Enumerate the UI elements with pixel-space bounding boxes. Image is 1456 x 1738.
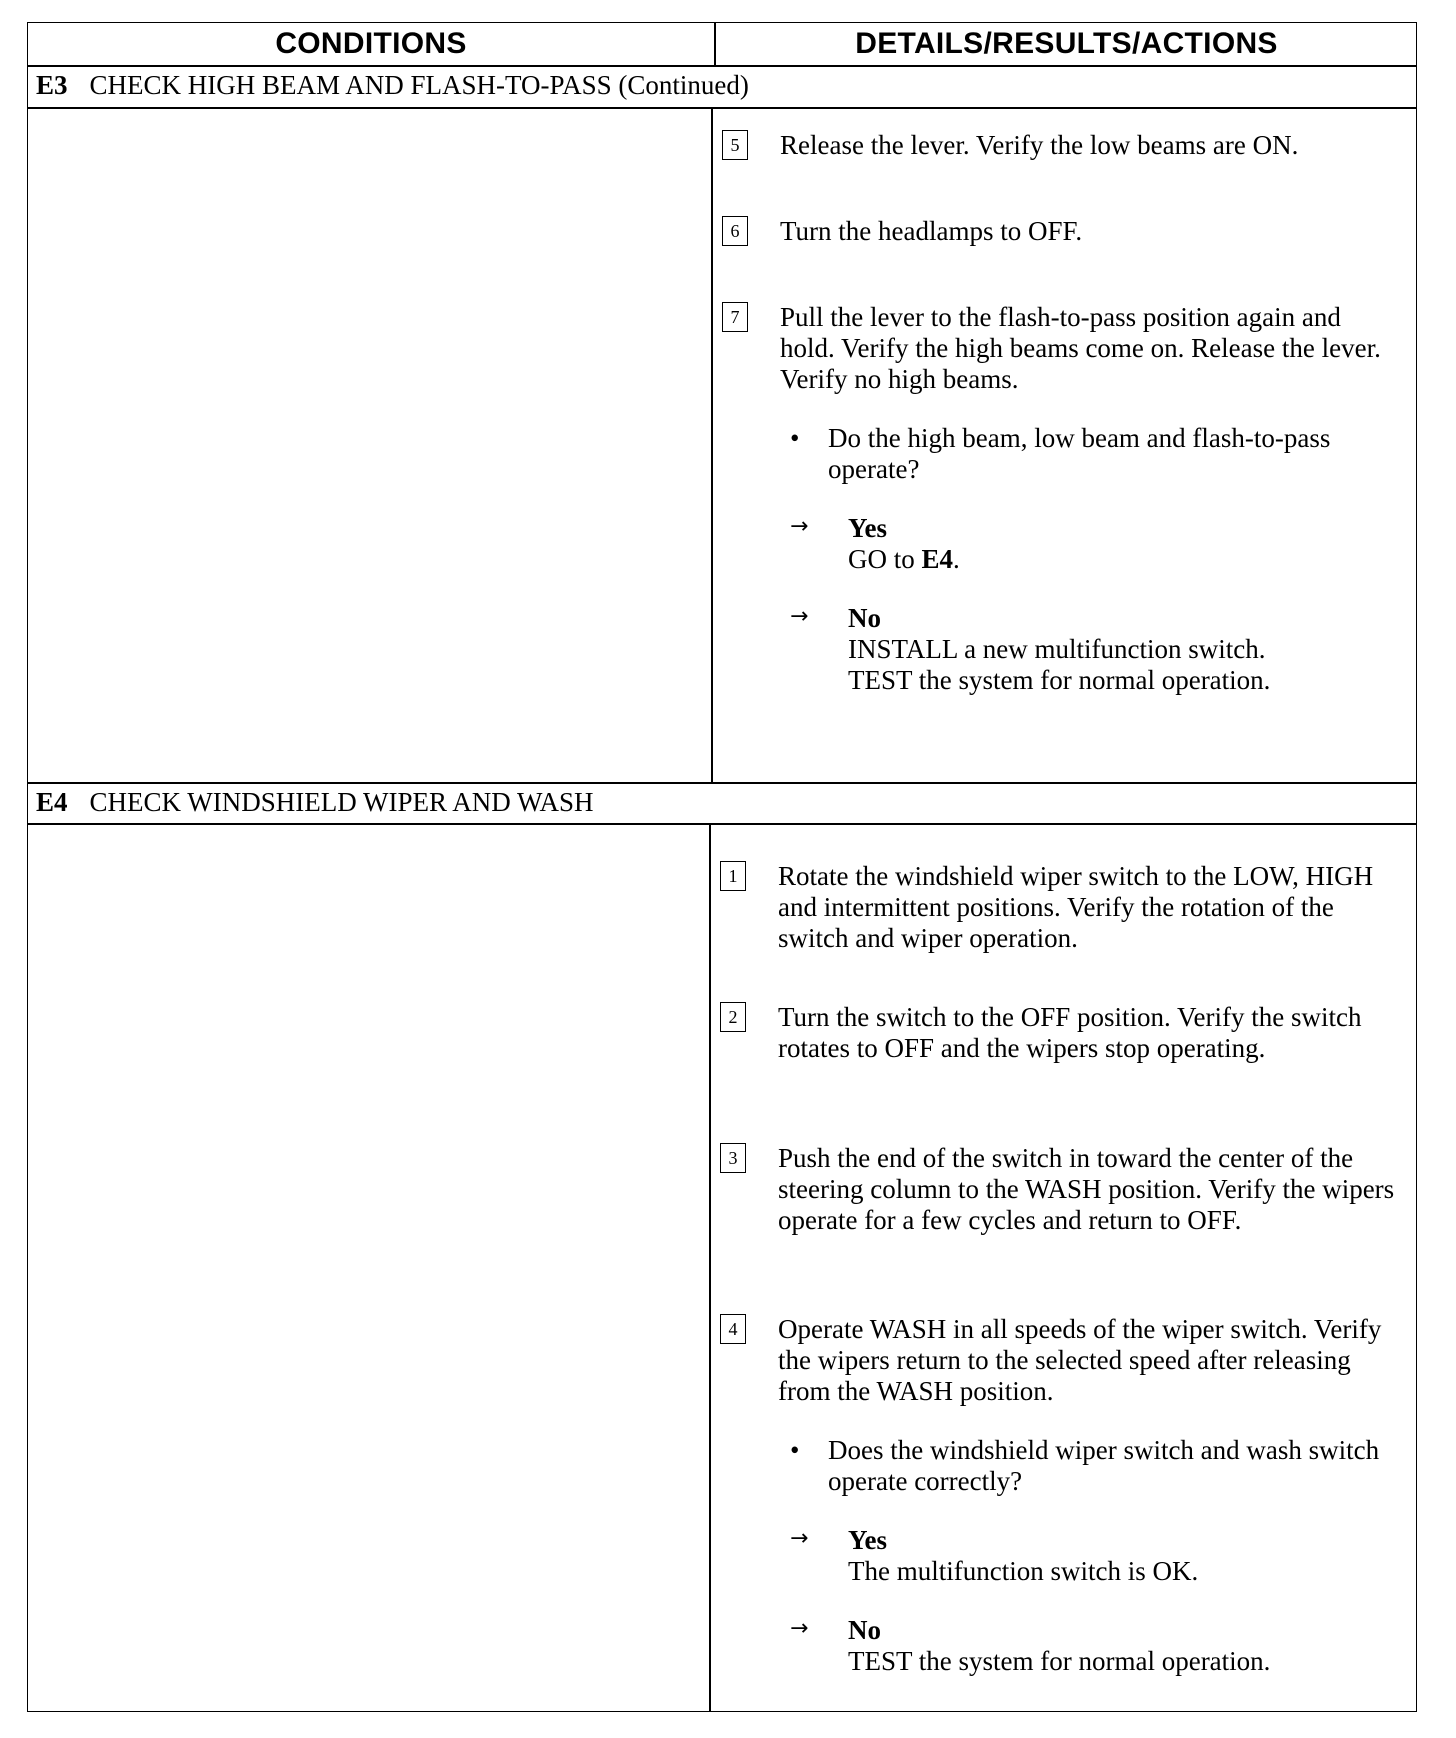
yes-label: Yes — [848, 1525, 887, 1555]
yes-label: Yes — [848, 513, 887, 543]
e3-column-divider — [711, 108, 713, 782]
step-text: Rotate the windshield wiper switch to the LOW, HIGH and intermittent positions. Verify the rotation of the switch and wiper operation. — [778, 861, 1374, 953]
diagnostic-table — [27, 22, 1417, 1712]
e3-title-rule — [28, 107, 1416, 109]
yes-action: The multifunction switch is OK. — [848, 1556, 1199, 1586]
step-text: Turn the switch to the OFF position. Verify the switch rotates to OFF and the wipers stop operating. — [778, 1002, 1362, 1063]
step-text: Pull the lever to the flash-to-pass position again and hold. Verify the high beams come on. Release the lever. Verify no high beams. — [780, 302, 1381, 394]
step-number-box: 2 — [720, 1002, 746, 1032]
e3-section-title — [36, 70, 749, 101]
right-arrow-icon: → — [790, 514, 809, 539]
e4-reference: E4 — [921, 544, 954, 574]
step-number-box: 5 — [722, 130, 748, 160]
step-number-box: 1 — [720, 861, 746, 891]
step-number-box: 7 — [722, 302, 748, 332]
step-text: Release the lever. Verify the low beams are ON. — [780, 130, 1299, 160]
no-action: INSTALL a new multifunction switch. TEST the system for normal operation. — [848, 634, 1271, 695]
details-header: DETAILS/RESULTS/ACTIONS — [855, 27, 1278, 60]
header-rule — [28, 65, 1416, 67]
e4-title: CHECK WINDSHIELD WIPER AND WASH — [89, 787, 594, 817]
step-text: Operate WASH in all speeds of the wiper switch. Verify the wipers return to the selected speed after releasing from the WASH position. — [778, 1314, 1382, 1406]
e4-code: E4 — [36, 787, 68, 817]
no-action: TEST the system for normal operation. — [848, 1646, 1271, 1676]
bullet-icon: • — [790, 423, 800, 453]
e4-column-divider — [709, 824, 711, 1712]
step-number-box: 6 — [722, 216, 748, 246]
e3-title: CHECK HIGH BEAM AND FLASH-TO-PASS (Continued) — [89, 70, 749, 100]
header-divider — [714, 23, 716, 66]
e4-section-title — [36, 787, 594, 818]
question-text: Does the windshield wiper switch and wash switch operate correctly? — [828, 1435, 1380, 1496]
e4-title-rule — [28, 823, 1416, 825]
question-text: Do the high beam, low beam and flash-to-pass operate? — [828, 423, 1331, 484]
conditions-header: CONDITIONS — [275, 27, 467, 60]
right-arrow-icon: → — [790, 1526, 809, 1551]
e3-end-rule — [28, 782, 1416, 784]
right-arrow-icon: → — [790, 604, 809, 629]
step-number-box: 3 — [720, 1143, 746, 1173]
step-text: Push the end of the switch in toward the center of the steering column to the WASH position. Verify the wipers operate for a few cycles and return to OFF. — [778, 1143, 1395, 1235]
step-number-box: 4 — [720, 1314, 746, 1344]
right-arrow-icon: → — [790, 1616, 809, 1641]
e3-code: E3 — [36, 70, 68, 100]
no-label: No — [848, 1615, 881, 1645]
step-text: Turn the headlamps to OFF. — [780, 216, 1083, 246]
bullet-icon: • — [790, 1435, 800, 1465]
yes-action: GO to E4. — [848, 544, 960, 574]
no-label: No — [848, 603, 881, 633]
